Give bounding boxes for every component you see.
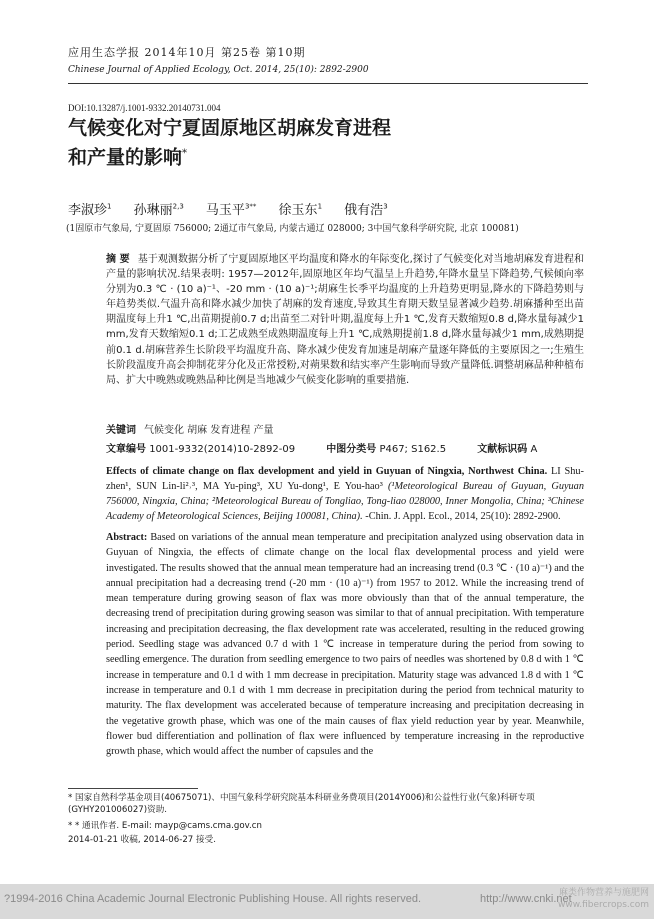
abstract-cn-label: 摘 要 <box>106 254 130 265</box>
clc-value: P467; S162.5 <box>379 444 447 455</box>
footnote-rule <box>68 788 198 789</box>
author <box>279 203 322 218</box>
watermark-line-2: www.fibercrops.com <box>558 900 649 910</box>
footnote-corresponding: * * 通讯作者. E-mail: mayp@cams.cma.gov.cn <box>68 821 262 831</box>
watermark-line-1: 麻类作物营养与施肥网 <box>558 888 649 898</box>
abstract-cn-text: 基于观测数据分析了宁夏固原地区平均温度和降水的年际变化,探讨了气候变化对当地胡麻发育进程和产量的影响状况.结果表明: 1957—2012年,固原地区年均气温呈上升趋势,年降水量呈下降趋势,气候倾向率分别为0.3 ℃ · (10 a)⁻¹、-20 mm · (10 a)⁻¹;胡麻生长季平均温度的上升趋势更明显,降水的下降趋势则与年趋势类似.气温升高和降水减少加快了胡麻的发育速度,导致其生育期天数呈显著减少趋势.胡麻播种至出苗期温度每上升1 ℃,出苗期提前0.7 d;出苗至二对针叶期,温度每上升1 ℃,发育天数缩短0.8 d,降水量每减少1 mm,发育天数缩短0.1 d;工艺成熟至成熟期温度每上升1 ℃,成熟期提前1.8 d,降水量每减少1 mm,成熟期提前0.1 d.胡麻营养生长阶段平均温度升高、降水减少使发育加速是胡麻产量逐年降低的主要原因之一;生殖生长阶段温度升高会抑制花芽分化及正常授粉,对蒴果数和结实率产生影响而导致产量降低.调整胡麻品种种植布局、扩大中晚熟或晚熟品种比例是当地减少气候变化影响的重要措施. <box>106 254 584 386</box>
clc-code <box>326 444 460 455</box>
author <box>68 203 111 218</box>
keywords-cn-text: 气候变化 胡麻 发育进程 产量 <box>144 425 274 436</box>
article-no-label: 文章编号 <box>106 444 146 455</box>
footnote-fund: * 国家自然科学基金项目(40675071)、中国气象科学研究院基本科研业务费项目(2014Y006)和公益性行业(气象)科研专项(GYHY201006027)资助. <box>68 793 535 815</box>
affiliation-cn: (1固原市气象局, 宁夏固原 756000; 2通辽市气象局, 内蒙古通辽 028000; 3中国气象科学研究院, 北京 100081) <box>66 224 519 234</box>
copyright-bar <box>0 884 654 919</box>
english-header-block <box>106 464 584 524</box>
article-title <box>68 115 588 170</box>
cnki-link[interactable]: http://www.cnki.net <box>480 893 572 905</box>
article-no-value: 1001-9332(2014)10-2892-09 <box>149 444 296 455</box>
author-sup: 3** <box>244 202 257 211</box>
author-name: 马玉平 <box>205 203 245 218</box>
doc-code-value: A <box>530 444 538 455</box>
title-line-2-text: 和产量的影响 <box>68 146 183 169</box>
doc-code <box>477 444 551 455</box>
author <box>344 203 387 218</box>
copyright-text: ?1994-2016 China Academic Journal Electronic Publishing House. All rights reserved. <box>4 893 422 905</box>
keywords-cn-label: 关键词 <box>106 425 136 436</box>
author-name: 徐玉东 <box>278 203 318 218</box>
classification-line <box>106 440 565 455</box>
author-list <box>68 199 406 218</box>
title-line-2 <box>68 141 588 170</box>
author <box>134 203 184 218</box>
english-authors: LI Shu-zhen¹, SUN Lin-li²˒³, MA Yu-ping³, XU Yu-dong¹, E You-hao³ <box>106 466 584 492</box>
doc-code-label: 文献标识码 <box>477 444 528 455</box>
author-name: 孙琳丽 <box>133 203 173 218</box>
watermark <box>558 887 649 911</box>
abstract-en-label: Abstract: <box>106 532 148 543</box>
author-sup: 2,3 <box>172 202 184 211</box>
title-footnote-mark: * <box>182 148 188 159</box>
header-rule <box>68 83 588 84</box>
journal-header-en: Chinese Journal of Applied Ecology, Oct. 2014, 25(10): 2892-2900 <box>68 65 369 75</box>
keywords-cn <box>106 421 274 436</box>
english-citation: -Chin. J. Appl. Ecol., 2014, 25(10): 2892-2900. <box>365 511 561 522</box>
english-title: Effects of climate change on flax development and yield in Guyuan of Ningxia, Northwest China. <box>106 466 548 477</box>
author <box>206 203 256 218</box>
author-name: 俄有浩 <box>344 203 384 218</box>
english-affiliation: (¹Meteorological Bureau of Guyuan, Guyuan 756000, Ningxia, China; ²Meteorological Bureau of Tongliao, Tong-liao 028000, Inner Mongolia, China; ³Chinese Academy of Meteorological Sciences, Beijing 100081, China). <box>106 481 584 522</box>
doi: DOI:10.13287/j.1001-9332.20140731.004 <box>68 103 221 113</box>
title-line-1: 气候变化对宁夏固原地区胡麻发育进程 <box>68 117 392 139</box>
author-name: 李淑珍 <box>68 203 108 218</box>
footnote-dates: 2014-01-21 收稿, 2014-06-27 接受. <box>68 835 216 845</box>
abstract-cn <box>106 252 584 388</box>
abstract-en <box>106 530 584 759</box>
author-sup: 3 <box>383 202 388 211</box>
journal-header-cn: 应用生态学报 2014年10月 第25卷 第10期 <box>68 46 306 59</box>
author-sup: 1 <box>107 202 112 211</box>
abstract-en-text: Based on variations of the annual mean temperature and precipitation analyzed using observation data in Guyuan of Ningxia, the effects of climate change on the local flax developmental process and yield were investigated. The results showed that the annual mean temperature had an increasing trend (0.3 ℃ · (10 a)⁻¹) and the annual precipitation had a decreasing trend (-20 mm · (10 a)⁻¹) from 1957 to 2012. While the increasing trend of mean temperature during growing season of flax was more obviously than that of the annual temperature, the decreasing trend of precipitation during growing season was similar to that of annual precipitation. With temperature increasing and precipitation decreasing, the flax development rate was accelerated, resulting in the reduced growing period. Seedling stage was advanced 0.7 d with 1 ℃ increase in temperature during the period from sowing to seedling emergence. The duration from seedling emergence to two pairs of needles was shortened by 0.8 d with 1 ℃ increase in temperature and 0.1 d with 1 mm decrease in precipitation. Maturity stage was advanced 1.8 d with 1 ℃ increase in temperature and 0.1 d with 1 mm decrease in precipitation during the period from technical maturity to maturity. The flax development was accelerated because of temperature increasing and precipitation decreasing in the vegetative growth phase, which was one of the main causes of flax yield reduction year by year. Meanwhile, flower bud differentiation and pollination of flax were influenced by temperature increasing in the reproductive growth phase, which would affect the number of capsules and the <box>106 532 585 758</box>
clc-label: 中图分类号 <box>326 444 377 455</box>
article-no <box>106 444 309 455</box>
author-sup: 1 <box>317 202 323 211</box>
